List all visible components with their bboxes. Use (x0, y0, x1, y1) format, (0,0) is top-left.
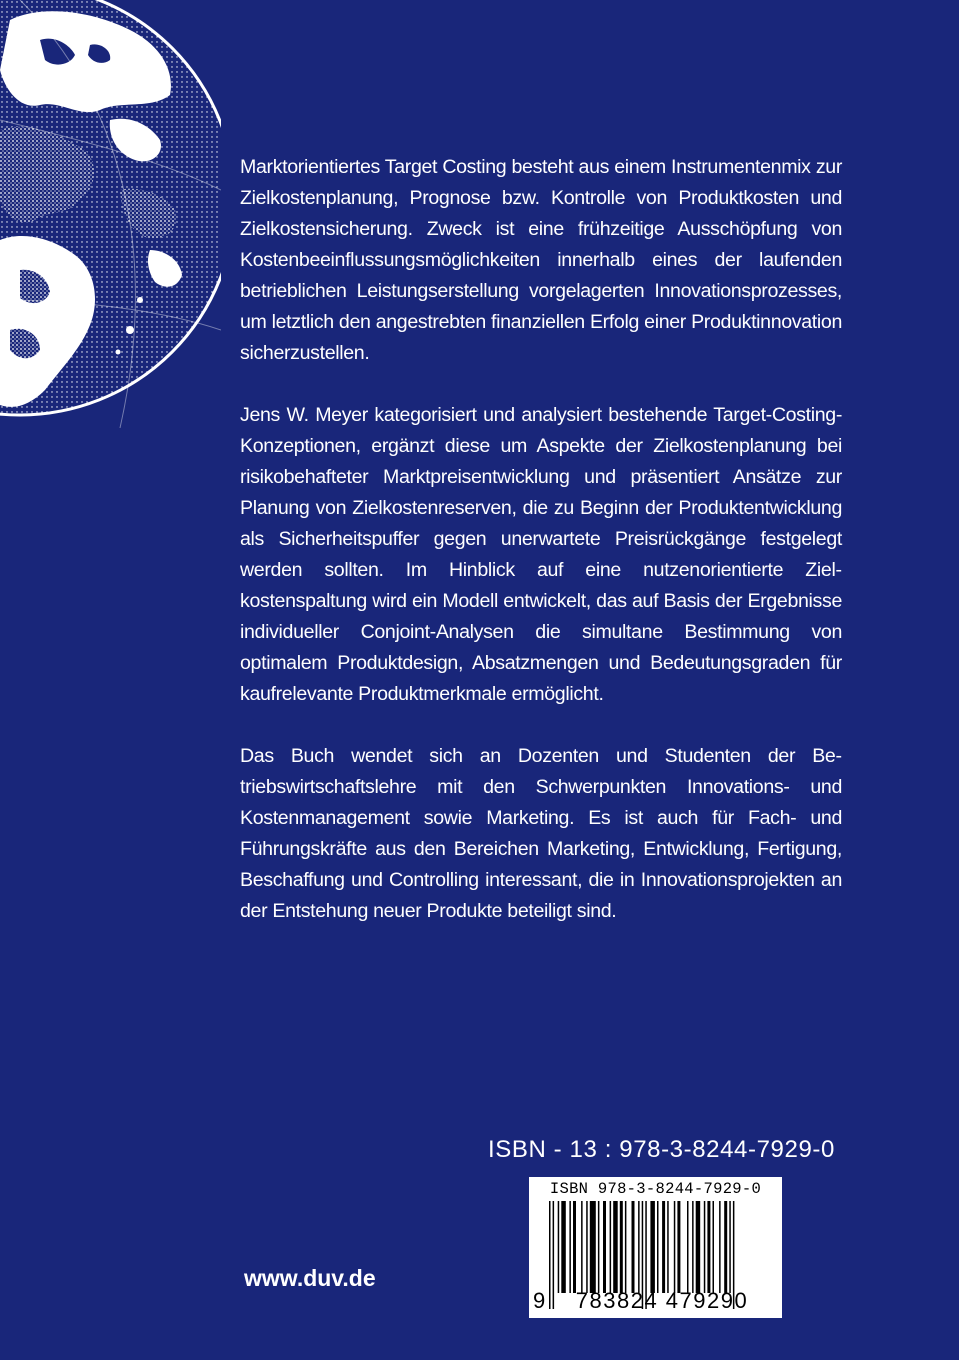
barcode-bar (573, 1201, 576, 1293)
barcode-bar (650, 1201, 655, 1293)
barcode-bar (719, 1201, 721, 1293)
barcode-bar (696, 1201, 701, 1293)
barcode-bar (620, 1201, 623, 1293)
barcode-bar (610, 1201, 612, 1293)
barcode-bar (590, 1201, 596, 1293)
barcode-bar (613, 1201, 618, 1293)
barcode-bar (603, 1201, 606, 1293)
barcode-bar (692, 1201, 694, 1293)
barcode-bar (704, 1201, 706, 1293)
barcode-bar (632, 1201, 635, 1293)
barcode-bar (707, 1201, 710, 1293)
globe-illustration (0, 0, 221, 428)
blurb (240, 152, 842, 958)
barcode-bar (674, 1201, 676, 1293)
barcode-bar (598, 1201, 600, 1293)
barcode (529, 1177, 782, 1318)
barcode-bar (724, 1201, 727, 1293)
globe-icon (0, 0, 221, 428)
publisher-website: www.duv.de (244, 1265, 376, 1291)
barcode-bar (638, 1201, 640, 1293)
blurb-paragraph-3: Das Buch wendet sich an Dozenten und Studenten der Betriebswirtschaftslehre mit den Schwerpunkten Innovations- und Kostenmanagement sowie Marketing. Es ist auch für Fach- und Führungskräfte aus den Bereichen Marketing, Entwicklung, Fertigung, Beschaffung und Controlling interessant, die in Innovationsprojekten an der Entstehung neuer Produkte beteiligt sind. (240, 745, 842, 922)
barcode-bar (662, 1201, 665, 1293)
barcode-bar (667, 1201, 669, 1293)
blurb-paragraph-2: Jens W. Meyer kategorisiert und analysiert bestehende Target-Costing-Konzeptionen, ergänzt diese um Aspekte der Zielkostenplanung bei risikobehafteter Marktpreisentwicklung und präsentiert Ansätze zur Planung von Zielkostenreserven, die zu Beginn der Produktentwicklung als Sicherheitspuffer gegen unerwartete Preisrückgänge festgelegt werden sollten. Im Hinblick auf eine nutzenorientierte Zielkostenspaltung wird ein Modell entwickelt, das auf Basis der Ergebnisse individueller Conjoint-Analysen die simultane Bestimmung von optimalem Produktdesign, Absatzmengen und Bedeutungsgraden für kaufrelevante Produktmerkmale ermöglicht. (240, 404, 842, 705)
barcode-first-digit: 9 (533, 1288, 546, 1313)
barcode-bar (713, 1201, 715, 1293)
blurb-paragraph-1: Marktorientiertes Target Costing besteht aus einem Instrumentenmix zur Zielkostenplanung, Prognose bzw. Kontrolle von Produktkosten und Zielkostensicherung. Zweck ist eine frühzeitige Ausschöpfung von Kostenbeeinflussungsmöglichkeiten innerhalb eines der laufenden betrieblichen Leistungserstellung vorgelagerten Innovationsprozesses, um letztlich den angestrebten finanziellen Erfolg einer Produktinnovation sicherzustellen. (240, 156, 842, 364)
barcode-bar (558, 1201, 560, 1293)
barcode-bar (625, 1201, 627, 1293)
barcode-bar (586, 1201, 588, 1293)
barcode-bar (729, 1201, 731, 1293)
barcode-bar (687, 1201, 689, 1293)
barcode-isbn-text: ISBN 978-3-8244-7929-0 (549, 1180, 762, 1198)
isbn-label: ISBN - 13 : 978-3-8244-7929-0 (488, 1136, 835, 1163)
barcode-digits: 783824 479290 (575, 1288, 749, 1313)
barcode-bar (569, 1201, 571, 1293)
barcode-bar (657, 1201, 659, 1293)
barcode-bar (561, 1201, 566, 1293)
barcode-bar (677, 1201, 680, 1293)
barcode-bar (581, 1201, 583, 1293)
